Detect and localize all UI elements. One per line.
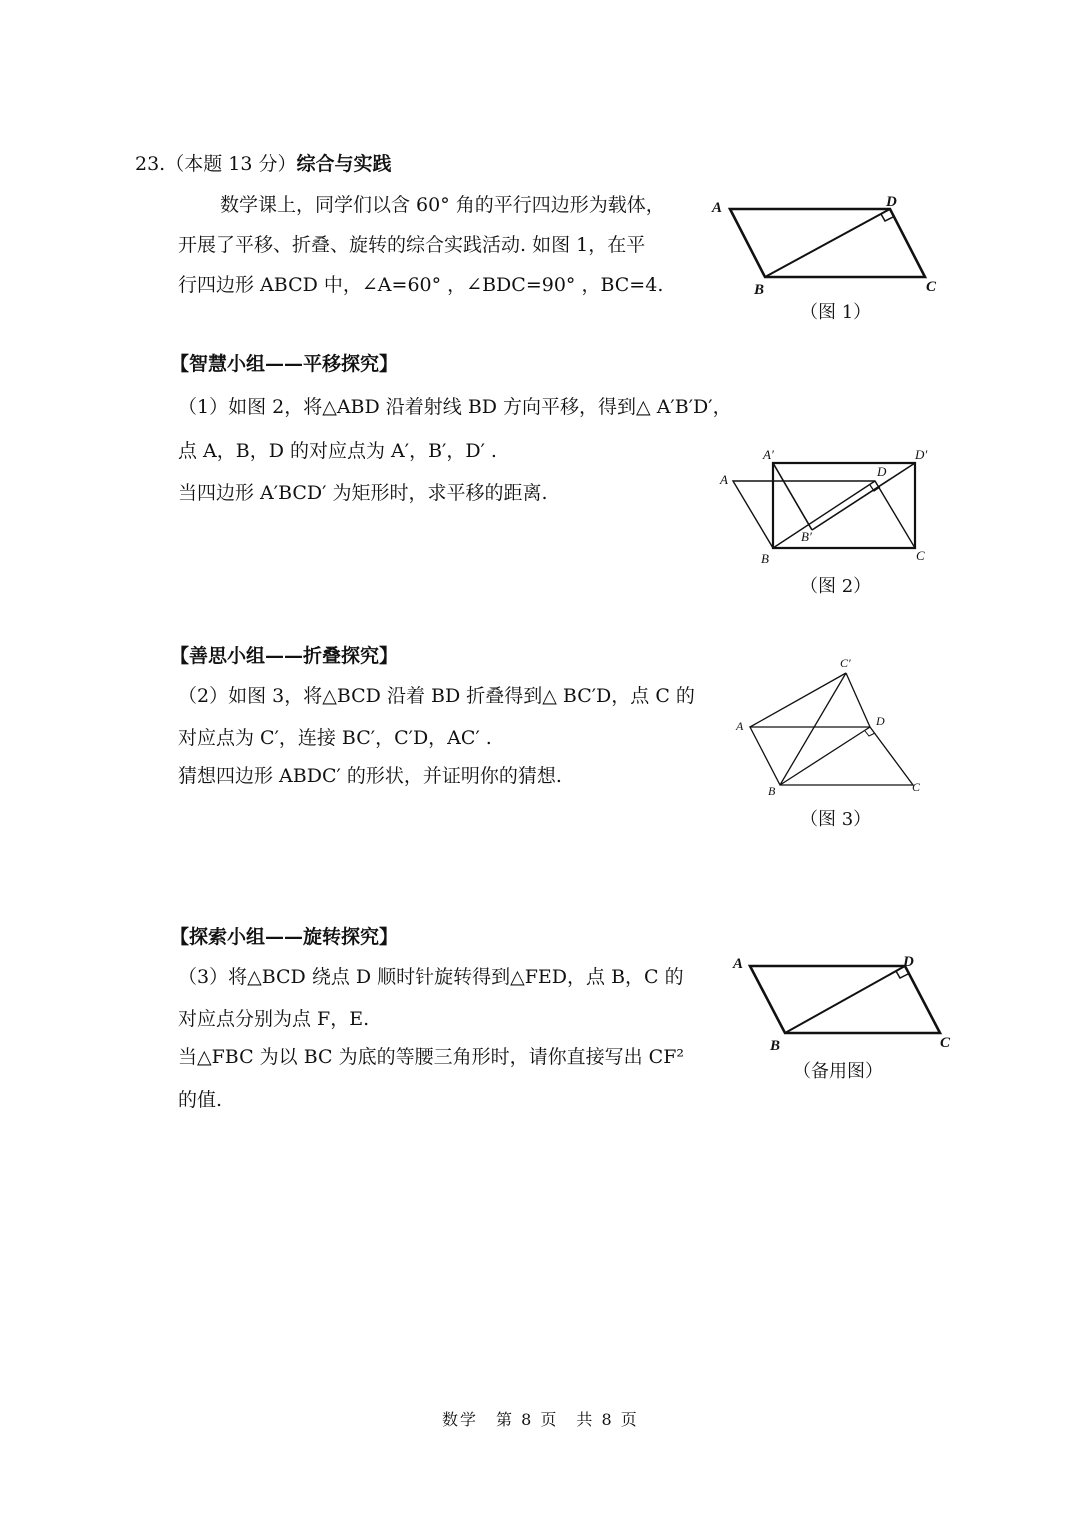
- intro-line-1: 数学课上，同学们以含 60° 角的平行四边形为载体，: [220, 194, 665, 216]
- fig4-label-c: C: [940, 1035, 951, 1051]
- section-2-line-1: （2）如图 3，将△BCD 沿着 BD 折叠得到△ BC′D，点 C 的: [178, 685, 695, 707]
- fig1-label-a: A: [712, 200, 723, 216]
- fig2-label-c: C: [916, 548, 925, 563]
- fig3-diagonal-bd: [780, 727, 870, 785]
- section-1-line-3: 当四边形 A′BCD′ 为矩形时，求平移的距离.: [178, 482, 548, 504]
- section-3-heading: 【探索小组——旋转探究】: [170, 926, 399, 948]
- figure-1: [700, 190, 960, 304]
- fig3-label-c1: C′: [840, 656, 851, 670]
- problem-title: 综合与实践: [296, 153, 392, 175]
- fig1-label-c: C: [926, 279, 937, 295]
- fig3-segment-ac1: [750, 673, 846, 727]
- section-2-line-2: 对应点为 C′，连接 BC′，C′D，AC′ .: [178, 727, 492, 749]
- section-1-heading: 【智慧小组——平移探究】: [170, 353, 399, 375]
- fig2-diagonal-bd: [773, 481, 875, 548]
- fig1-right-angle-mark: [881, 214, 893, 221]
- fig2-rectangle: [773, 463, 915, 548]
- fig2-label-a1: A′: [763, 447, 774, 462]
- fig2-label-d: D: [877, 464, 887, 479]
- figure-2-diagram: [715, 445, 955, 570]
- fig3-label-d: D: [876, 714, 885, 728]
- fig3-label-a: A: [736, 719, 744, 733]
- figure-3-diagram: [728, 655, 938, 800]
- fig4-right-angle-mark: [896, 971, 908, 978]
- fig3-segment-bc1: [780, 673, 846, 785]
- section-2-line-3: 猜想四边形 ABDC′ 的形状，并证明你的猜想.: [178, 765, 562, 787]
- section-1-line-2: 点 A，B，D 的对应点为 A′，B′，D′ .: [178, 440, 497, 462]
- fig1-label-d: D: [886, 194, 897, 210]
- fig3-parallelogram: [750, 727, 913, 785]
- fig3-label-c: C: [912, 780, 921, 794]
- fig2-label-b1: B′: [801, 529, 812, 544]
- figure-2-caption: （图 2）: [800, 576, 872, 597]
- figure-4-caption: （备用图）: [793, 1061, 883, 1082]
- fig3-segment-c1d: [846, 673, 870, 727]
- intro-line-3: 行四边形 ABCD 中，∠A=60° ，∠BDC=90° ，BC=4.: [178, 274, 664, 296]
- problem-meta: （本题 13 分）: [165, 153, 297, 175]
- fig2-segment-b1d1: [812, 463, 915, 530]
- section-1-line-1: （1）如图 2，将△ABD 沿着射线 BD 方向平移，得到△ A′B′D′，: [178, 396, 732, 418]
- figure-1-diagram: [700, 190, 960, 300]
- section-3-line-3: 当△FBC 为以 BC 为底的等腰三角形时，请你直接写出 CF²: [178, 1046, 684, 1068]
- fig4-diagonal-bd: [785, 966, 905, 1033]
- section-2-heading: 【善思小组——折叠探究】: [170, 645, 399, 667]
- fig3-label-b: B: [768, 784, 776, 798]
- fig1-diagonal-bd: [765, 209, 890, 277]
- fig4-label-d: D: [903, 954, 914, 970]
- figure-2: [715, 445, 955, 574]
- problem-header: [135, 155, 392, 174]
- figure-4-diagram: [730, 950, 970, 1055]
- fig1-label-b: B: [754, 282, 765, 298]
- section-3-line-4: 的值.: [178, 1089, 223, 1111]
- fig2-label-a: A: [720, 472, 728, 487]
- section-3-line-1: （3）将△BCD 绕点 D 顺时针旋转得到△FED，点 B，C 的: [178, 966, 684, 988]
- figure-4: [730, 950, 970, 1059]
- figure-3-caption: （图 3）: [800, 809, 872, 830]
- fig4-label-a: A: [733, 956, 744, 972]
- page-footer: 数学 第 8 页 共 8 页: [442, 1410, 639, 1429]
- fig2-label-b: B: [761, 551, 769, 566]
- figure-3: [728, 655, 938, 804]
- fig4-label-b: B: [770, 1038, 781, 1054]
- figure-1-caption: （图 1）: [800, 302, 872, 323]
- fig2-label-d1: D′: [915, 447, 928, 462]
- problem-number: 23.: [135, 153, 166, 175]
- intro-line-2: 开展了平移、折叠、旋转的综合实践活动. 如图 1，在平: [178, 234, 646, 256]
- section-3-line-2: 对应点分别为点 F，E.: [178, 1008, 370, 1030]
- fig2-segment-a1b1: [773, 463, 812, 530]
